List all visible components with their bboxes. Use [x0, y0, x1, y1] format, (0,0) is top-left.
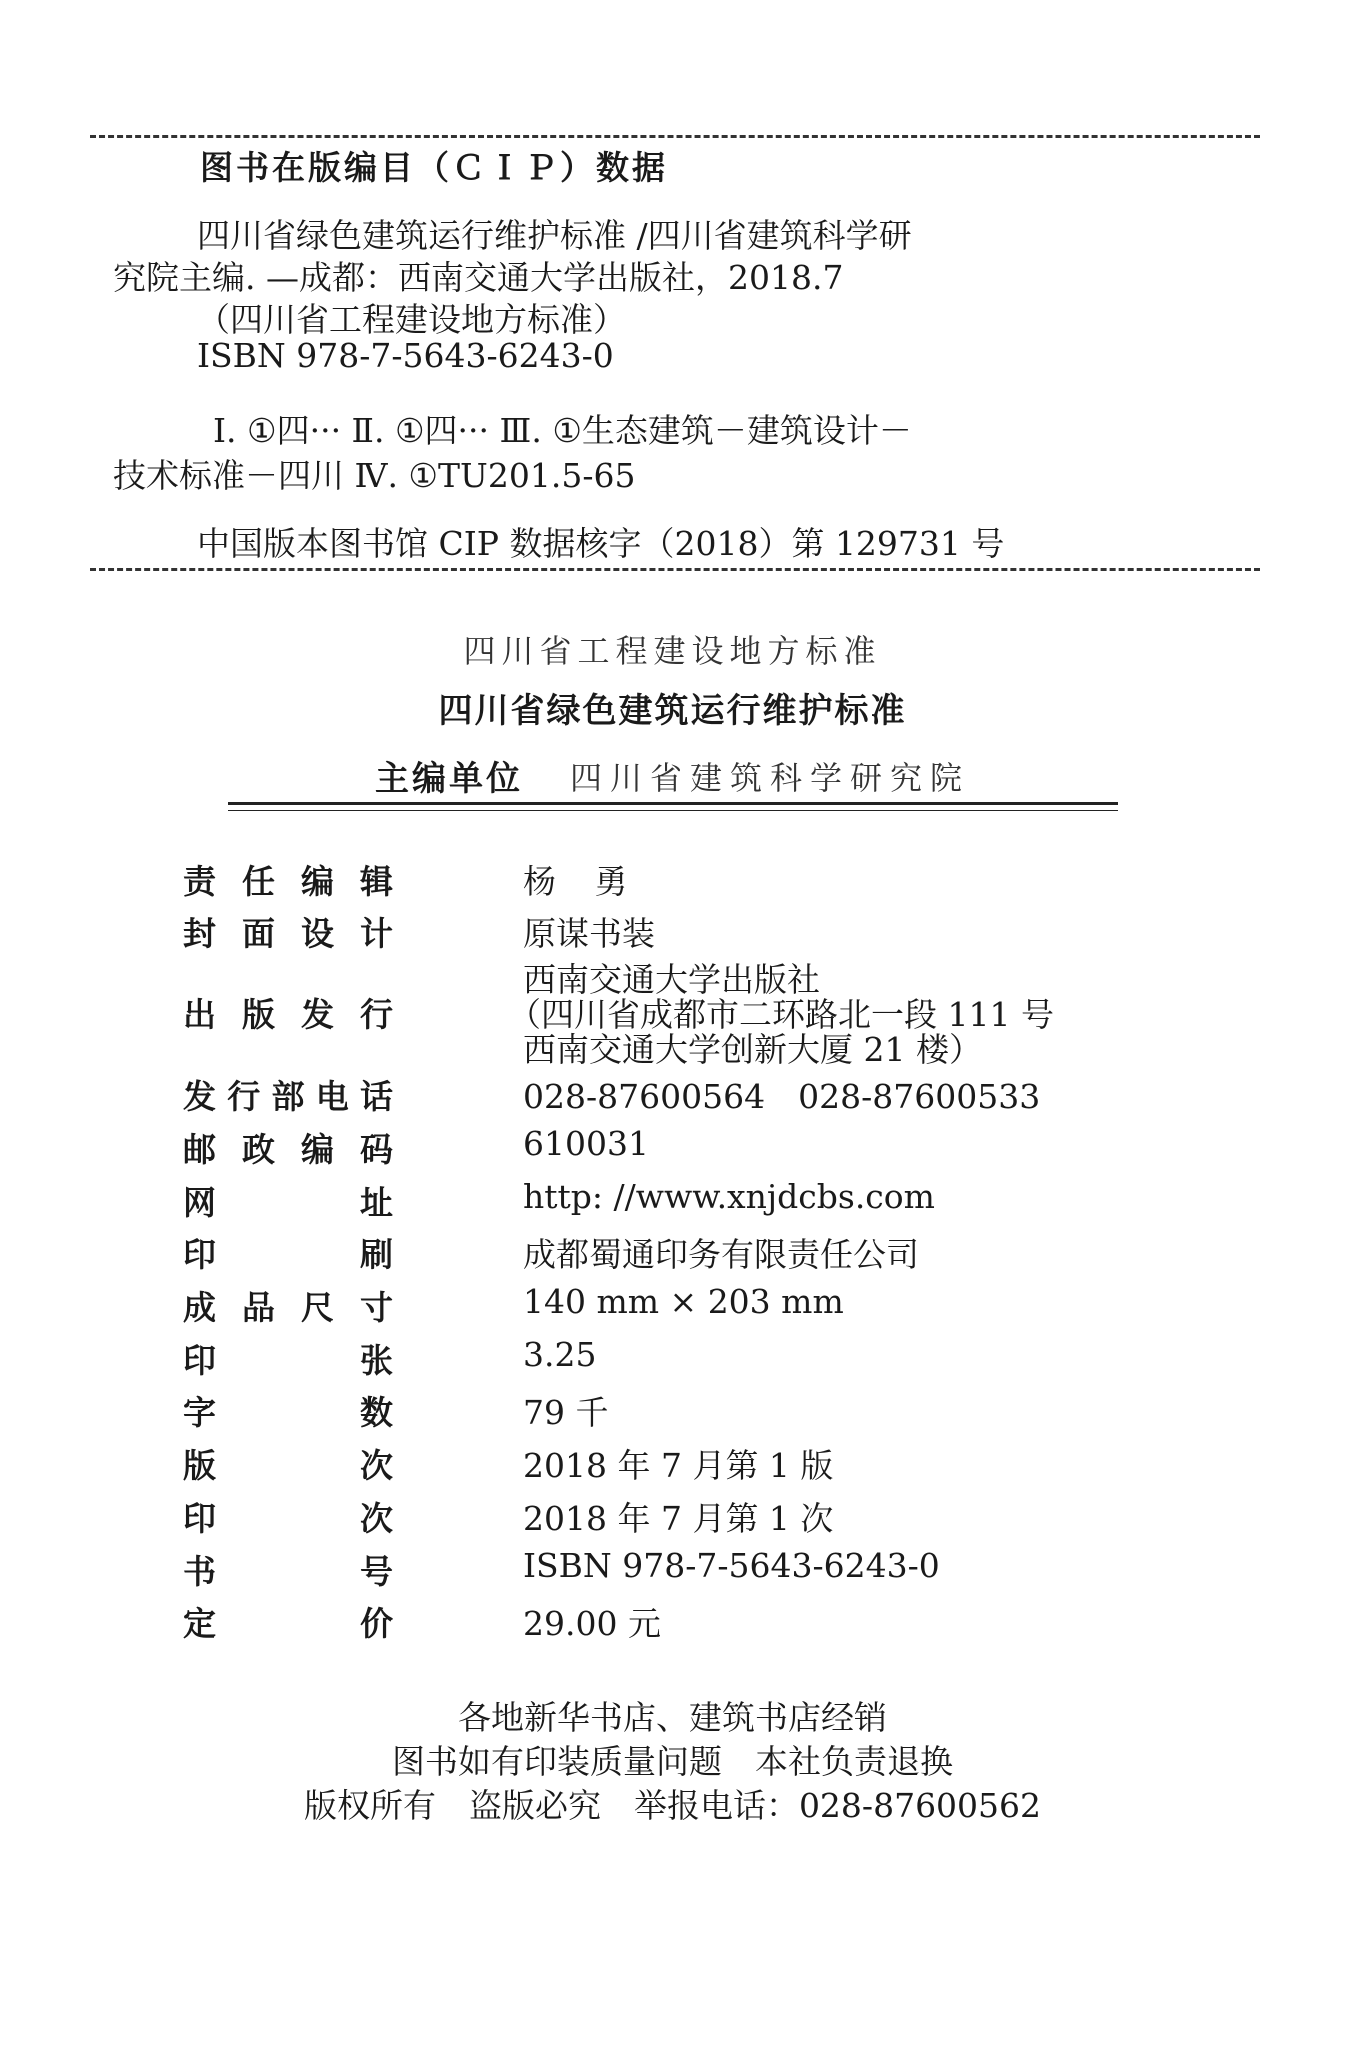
- cip-line-6: 技术标准－四川 Ⅳ. ①TU201.5-65: [113, 456, 636, 495]
- value-publisher-name: 西南交通大学出版社: [523, 960, 820, 999]
- cip-line-1: 四川省绿色建筑运行维护标准 /四川省建筑科学研: [197, 216, 912, 255]
- cip-heading: 图书在版编目（ＣＩＰ）数据: [200, 148, 668, 187]
- value-editor: 杨 勇: [523, 862, 642, 901]
- value-phone: 028-87600564 028-87600533: [523, 1077, 1041, 1116]
- value-price: 29.00 元: [523, 1604, 661, 1643]
- value-postcode: 610031: [523, 1124, 649, 1163]
- footer-distribution: 各地新华书店、建筑书店经销: [458, 1698, 887, 1737]
- label-phone: 发 行 部 电 话: [183, 1077, 393, 1116]
- label-price: 定 价: [183, 1604, 393, 1643]
- value-impression: 2018 年 7 月第 1 次: [523, 1499, 834, 1538]
- label-isbn: 书 号: [183, 1552, 393, 1591]
- cip-line-3: （四川省工程建设地方标准）: [197, 300, 626, 339]
- label-size: 成 品 尺 寸: [183, 1288, 393, 1327]
- label-printer: 印 刷: [183, 1235, 393, 1274]
- cip-line-5: Ⅰ. ①四··· Ⅱ. ①四··· Ⅲ. ①生态建筑－建筑设计－: [213, 411, 912, 450]
- value-size: 140 mm × 203 mm: [523, 1282, 844, 1321]
- footer-copyright: 版权所有 盗版必究 举报电话：028-87600562: [303, 1786, 1042, 1825]
- cip-bottom-dashed-rule: [90, 568, 1260, 571]
- label-edition: 版 次: [183, 1446, 393, 1485]
- footer-returns: 图书如有印装质量问题 本社负责退换: [392, 1742, 953, 1781]
- title-rule-thin: [228, 810, 1118, 811]
- cip-line-4: ISBN 978-7-5643-6243-0: [197, 336, 614, 375]
- title-rule-thick: [228, 802, 1118, 805]
- cip-line-7: 中国版本图书馆 CIP 数据核字（2018）第 129731 号: [197, 524, 1005, 563]
- series-name: 四川省工程建设地方标准: [463, 632, 882, 670]
- value-sheets: 3.25: [523, 1335, 597, 1374]
- value-publisher-address-2: 西南交通大学创新大厦 21 楼）: [523, 1030, 982, 1069]
- value-printer: 成都蜀通印务有限责任公司: [523, 1235, 919, 1274]
- chief-editor-label: 主编单位: [375, 759, 523, 799]
- label-editor: 责 任 编 辑: [183, 862, 393, 901]
- value-edition: 2018 年 7 月第 1 版: [523, 1446, 834, 1485]
- book-title: 四川省绿色建筑运行维护标准: [438, 691, 907, 731]
- cip-line-2: 究院主编. —成都：西南交通大学出版社，2018.7: [113, 258, 844, 297]
- value-words: 79 千: [523, 1393, 609, 1432]
- cip-top-dashed-rule: [90, 135, 1260, 138]
- chief-editor-value: 四川省建筑科学研究院: [570, 759, 971, 797]
- label-publisher: 出 版 发 行: [183, 995, 393, 1034]
- value-website: http: //www.xnjdcbs.com: [523, 1177, 935, 1216]
- value-isbn: ISBN 978-7-5643-6243-0: [523, 1546, 940, 1585]
- label-cover-design: 封 面 设 计: [183, 914, 393, 953]
- label-words: 字 数: [183, 1393, 393, 1432]
- label-sheets: 印 张: [183, 1341, 393, 1380]
- label-impression: 印 次: [183, 1499, 393, 1538]
- value-publisher-address-1: （四川省成都市二环路北一段 111 号: [508, 995, 1054, 1034]
- label-postcode: 邮 政 编 码: [183, 1130, 393, 1169]
- value-cover-design: 原谋书装: [523, 914, 655, 953]
- label-website: 网 址: [183, 1183, 393, 1222]
